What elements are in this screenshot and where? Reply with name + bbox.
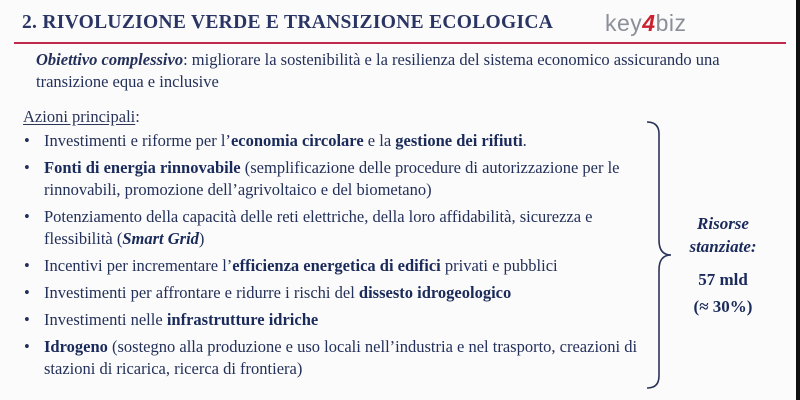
item-bold: infrastrutture idriche	[166, 310, 319, 329]
item-bold: Smart Grid	[122, 229, 199, 248]
screen-edge	[796, 0, 800, 400]
actions-list	[22, 130, 662, 385]
resources-label-line2: stanziate:	[689, 237, 757, 256]
bullet-icon: •	[24, 207, 30, 226]
logo-mark-4: 4	[642, 10, 656, 36]
list-item	[22, 336, 662, 380]
list-item	[22, 255, 662, 277]
logo-text-key: key	[605, 10, 643, 36]
item-text: Investimenti e riforme per l’	[44, 131, 231, 150]
list-item	[22, 309, 662, 331]
objective-paragraph	[36, 49, 756, 93]
objective-lead: Obiettivo complessivo	[36, 50, 184, 69]
item-text: Investimenti per affrontare e ridurre i rischi del	[44, 283, 359, 302]
slide-title: 2. RIVOLUZIONE VERDE E TRANSIZIONE ECOLOGICA	[22, 12, 554, 33]
item-text: )	[198, 229, 205, 248]
item-bold: Idrogeno	[44, 337, 108, 356]
item-bold: Fonti di energia rinnovabile	[44, 158, 241, 177]
item-text: privati e pubblici	[440, 256, 558, 275]
bullet-icon: •	[24, 131, 30, 150]
resources-amount: 57 mld	[698, 270, 748, 289]
item-bold: dissesto idrogeologico	[358, 283, 512, 302]
item-text: e la	[363, 131, 396, 150]
item-text: Investimenti nelle	[44, 310, 167, 329]
resources-label-line1: Risorse	[697, 214, 749, 233]
bullet-icon: •	[24, 337, 30, 356]
item-text: Incentivi per incrementare l’	[44, 256, 233, 275]
resources-share: (≈ 30%)	[693, 297, 753, 316]
actions-heading	[23, 107, 140, 127]
item-text: .	[522, 131, 527, 150]
resources-summary	[668, 212, 778, 318]
actions-heading-text: Azioni principali	[23, 107, 136, 126]
item-bold: gestione dei rifiuti	[395, 131, 523, 150]
key4biz-logo	[605, 10, 687, 37]
item-bold: economia circolare	[230, 131, 364, 150]
logo-text-biz: biz	[655, 10, 687, 36]
list-item	[22, 206, 662, 250]
bullet-icon: •	[24, 158, 30, 177]
actions-heading-colon: :	[135, 107, 140, 126]
item-text: (semplificazione delle procedure di autorizzazione per le rinnovabili, promozione dell’agrivoltaico e del biometano)	[44, 158, 620, 199]
objective-text: : migliorare la sostenibilità e la resilienza del sistema economico assicurando una transizione equa e inclusive	[36, 50, 720, 91]
bullet-icon: •	[24, 310, 30, 329]
item-bold: efficienza energetica di edifici	[232, 256, 441, 275]
item-text: (sostegno alla produzione e uso locali nell’industria e nel trasporto, creazioni di stazioni di ricarica, ricerca di frontiera)	[44, 337, 638, 378]
list-item	[22, 157, 662, 201]
list-item	[22, 130, 662, 152]
bullet-icon: •	[24, 256, 30, 275]
title-divider	[14, 42, 786, 44]
bullet-icon: •	[24, 283, 30, 302]
item-text: Potenziamento della capacità delle reti elettriche, della loro affidabilità, sicurezza e flessibilità (	[44, 207, 593, 248]
list-item	[22, 282, 662, 304]
